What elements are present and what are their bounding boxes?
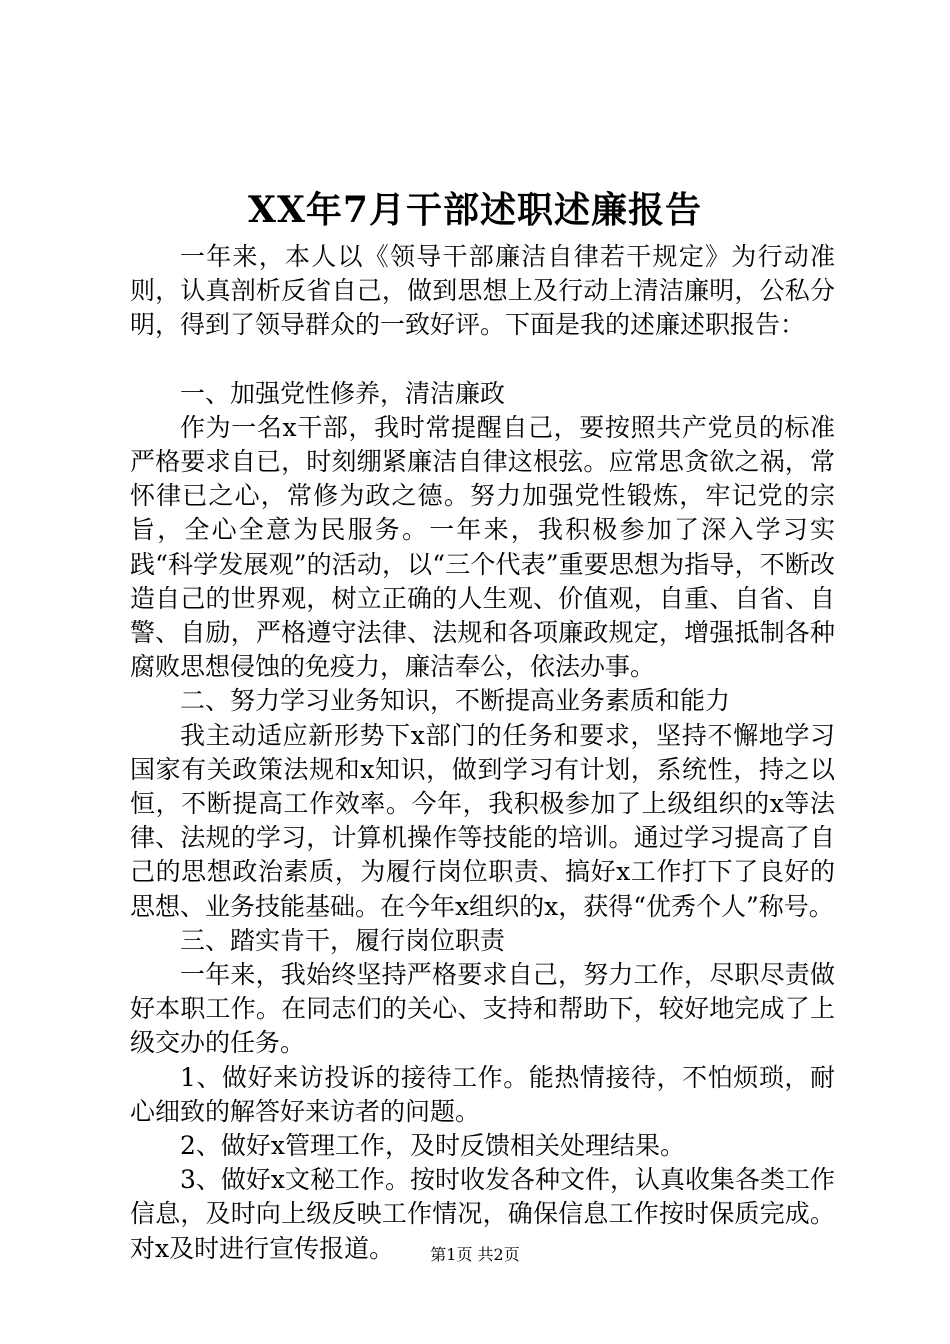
list-item-3: 3、做好x文秘工作。按时收发各种文件，认真收集各类工作信息，及时向上级反映工作情况，确保信息工作按时保质完成。对x及时进行宣传报道。 bbox=[130, 1165, 836, 1263]
section-heading-1: 一、加强党性修养，清洁廉政 bbox=[180, 378, 506, 408]
list-item-2: 2、做好x管理工作，及时反馈相关处理结果。 bbox=[180, 1131, 686, 1161]
paragraph-intro: 一年来，本人以《领导干部廉洁自律若干规定》为行动准则，认真剖析反省自己，做到思想上及行动上清洁廉明，公私分明，得到了领导群众的一致好评。下面是我的述廉述职报告： bbox=[130, 242, 835, 340]
paragraph-section-3: 一年来，我始终坚持严格要求自己，努力工作，尽职尽责做好本职工作。在同志们的关心、支持和帮助下，较好地完成了上级交办的任务。 bbox=[130, 960, 835, 1058]
list-item-1: 1、做好来访投诉的接待工作。能热情接待，不怕烦琐，耐心细致的解答好来访者的问题。 bbox=[130, 1062, 835, 1126]
paragraph-section-1: 作为一名x干部，我时常提醒自己，要按照共产党员的标准严格要求自已，时刻绷紧廉洁自律这根弦。应常思贪欲之祸，常怀律已之心，常修为政之德。努力加强党性锻炼，牢记党的宗旨，全心全意为民服务。一年来，我积极参加了深入学习实践“科学发展观”的活动，以“三个代表”重要思想为指导，不断改造自己的世界观，树立正确的人生观、价值观，自重、自省、自警、自励，严格遵守法律、法规和各项廉政规定，增强抵制各种腐败思想侵蚀的免疫力，廉洁奉公，依法办事。 bbox=[130, 412, 835, 682]
document-title: XX年7月干部述职述廉报告 bbox=[248, 189, 702, 231]
section-heading-2: 二、努力学习业务知识，不断提高业务素质和能力 bbox=[180, 686, 731, 716]
section-heading-3: 三、踏实肯干，履行岗位职责 bbox=[180, 925, 506, 955]
document-body bbox=[130, 240, 835, 1266]
page-number-footer: 第1页 共2页 bbox=[430, 1245, 520, 1264]
paragraph-section-2: 我主动适应新形势下x部门的任务和要求，坚持不懈地学习国家有关政策法规和x知识，做到学习有计划，系统性，持之以恒，不断提高工作效率。今年，我积极参加了上级组织的x等法律、法规的学习，计算机操作等技能的培训。通过学习提高了自己的思想政治素质，为履行岗位职责、搞好x工作打下了良好的思想、业务技能基础。在今年x组织的x，获得“优秀个人”称号。 bbox=[130, 720, 835, 921]
